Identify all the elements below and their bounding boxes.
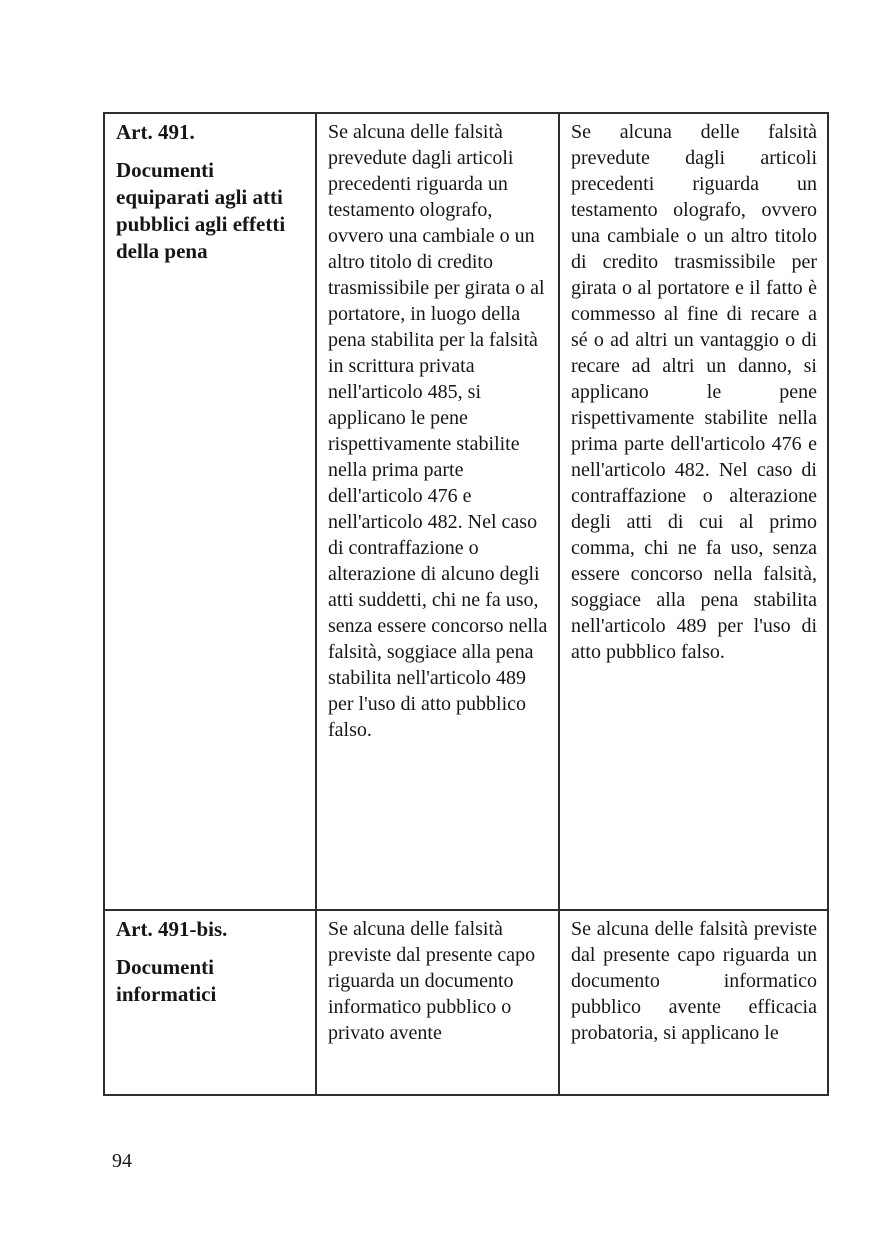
cell-content (116, 119, 305, 909)
cell-content (571, 119, 817, 909)
article-old-text-cell (316, 113, 559, 910)
cell-content (116, 916, 305, 1094)
article-new-text-cell (559, 910, 828, 1095)
article-header-cell (104, 910, 316, 1095)
article-title: Documenti equiparati agli atti pubblici agli effetti della pena (116, 158, 286, 263)
table-row-art-491-bis (104, 910, 828, 1095)
article-new-text: Se alcuna delle falsità prevedute dagli articoli precedenti riguarda un testamento olografo, ovvero una cambiale o un altro titolo di credito trasmissibile per girata o al portatore e il fatto è commesso al fine di recare a sé o ad altri un vantaggio o di recare ad altri un danno, si applicano le pene rispettivamente stabilite nella prima parte dell'articolo 476 e nell'articolo 482. Nel caso di contraffazione o alterazione degli atti di cui al primo comma, chi ne fa uso, senza essere concorso nella falsità, soggiace alla pena stabilita nell'articolo 489 per l'uso di atto pubblico falso. (571, 121, 817, 663)
article-number: Art. 491-bis. (116, 917, 228, 941)
article-old-text-cell (316, 910, 559, 1095)
cell-content (328, 119, 548, 909)
article-old-text: Se alcuna delle falsità previste dal presente capo riguarda un documento informatico pubblico o privato avente (328, 918, 536, 1044)
cell-content (328, 916, 548, 1094)
article-title: Documenti informatici (116, 955, 217, 1006)
article-header-cell (104, 113, 316, 910)
article-new-text-cell (559, 113, 828, 910)
article-old-text: Se alcuna delle falsità prevedute dagli articoli precedenti riguarda un testamento olografo, ovvero una cambiale o un altro titolo di credito trasmissibile per girata o al portatore, in luogo della pena stabilita per la falsità in scrittura privata nell'articolo 485, si applicano le pene rispettivamente stabilite nella prima parte dell'articolo 476 e nell'articolo 482. Nel caso di contraffazione o alterazione di alcuno degli atti suddetti, chi ne fa uso, senza essere concorso nella falsità, soggiace alla pena stabilita nell'articolo 489 per l'uso di atto pubblico falso. (328, 121, 548, 741)
articles-comparison-table (103, 112, 829, 1096)
page-number: 94 (112, 1150, 132, 1172)
cell-content (571, 916, 817, 1094)
article-new-text: Se alcuna delle falsità previste dal presente capo riguarda un documento informatico pubblico avente efficacia probatoria, si applicano le (571, 918, 817, 1044)
table-row-art-491 (104, 113, 828, 910)
article-number: Art. 491. (116, 120, 195, 144)
